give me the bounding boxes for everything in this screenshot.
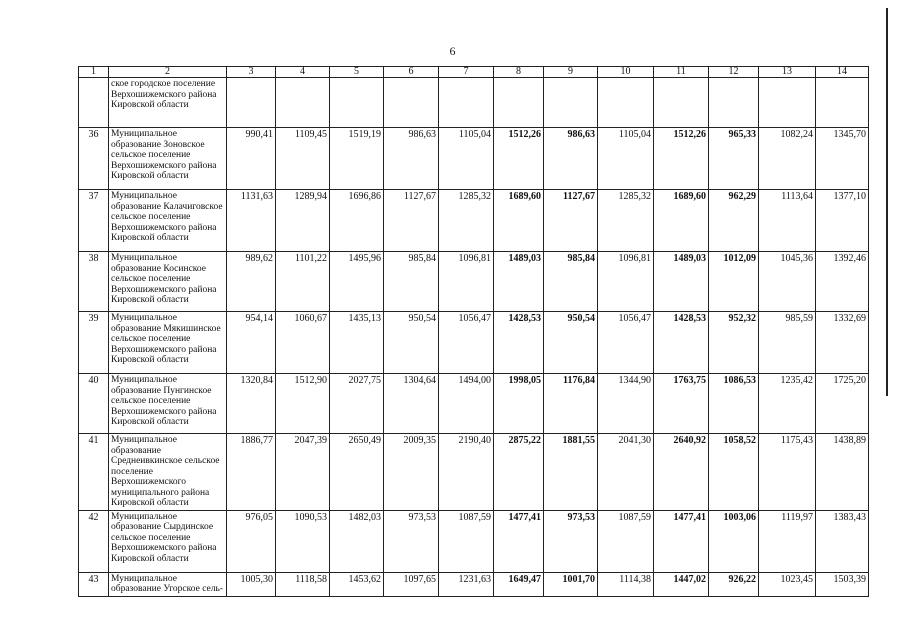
value-cell: 989,62 [227, 252, 276, 312]
header-cell: 1 [79, 67, 109, 78]
value-cell: 1503,39 [816, 572, 869, 596]
value-cell: 1289,94 [276, 190, 330, 252]
value-cell: 1003,06 [709, 510, 759, 572]
value-cell: 1105,04 [598, 128, 654, 190]
value-cell: 1118,58 [276, 572, 330, 596]
value-cell: 1696,86 [330, 190, 384, 252]
table-row [79, 252, 869, 312]
value-cell: 973,53 [544, 510, 598, 572]
row-number-cell: 36 [79, 128, 109, 190]
value-cell: 1090,53 [276, 510, 330, 572]
value-cell: 986,63 [544, 128, 598, 190]
value-cell: 1023,45 [759, 572, 816, 596]
value-cell: 926,22 [709, 572, 759, 596]
value-cell: 1512,26 [654, 128, 709, 190]
value-cell: 1447,02 [654, 572, 709, 596]
value-cell: 1045,36 [759, 252, 816, 312]
municipality-name-cell: ское городское поселение Верхошижемского района Кировской области [109, 78, 227, 128]
header-cell: 6 [384, 67, 439, 78]
value-cell: 990,41 [227, 128, 276, 190]
value-cell: 1005,30 [227, 572, 276, 596]
value-cell: 1495,96 [330, 252, 384, 312]
table-row [79, 128, 869, 190]
tariff-table [78, 66, 869, 597]
value-cell: 1725,20 [816, 374, 869, 434]
value-cell: 1998,05 [494, 374, 544, 434]
page-edge-line [886, 8, 888, 396]
header-cell: 8 [494, 67, 544, 78]
row-number-cell: 37 [79, 190, 109, 252]
table-row [79, 190, 869, 252]
value-cell [654, 78, 709, 128]
value-cell: 1332,69 [816, 312, 869, 374]
value-cell: 1512,90 [276, 374, 330, 434]
value-cell: 1176,84 [544, 374, 598, 434]
municipality-name-cell: Муниципальное образование Пунгинское сельское поселение Верхошижемского района Кировской области [109, 374, 227, 434]
continuation-row [79, 78, 869, 128]
value-cell: 1489,03 [654, 252, 709, 312]
value-cell: 2640,92 [654, 434, 709, 511]
value-cell: 1345,70 [816, 128, 869, 190]
value-cell: 1109,45 [276, 128, 330, 190]
value-cell: 1012,09 [709, 252, 759, 312]
table-row [79, 374, 869, 434]
value-cell: 986,63 [384, 128, 439, 190]
value-cell: 1383,43 [816, 510, 869, 572]
value-cell: 1056,47 [598, 312, 654, 374]
value-cell: 1231,63 [439, 572, 494, 596]
value-cell: 2190,40 [439, 434, 494, 511]
value-cell [384, 78, 439, 128]
header-cell: 12 [709, 67, 759, 78]
header-cell: 3 [227, 67, 276, 78]
municipality-name-cell: Муниципальное образование Калачиговское сельское поселение Верхошижемского района Кировской области [109, 190, 227, 252]
value-cell: 1377,10 [816, 190, 869, 252]
municipality-name-cell: Муниципальное образование Сырдинское сельское поселение Верхошижемского района Кировской области [109, 510, 227, 572]
row-number-cell [79, 78, 109, 128]
value-cell: 954,14 [227, 312, 276, 374]
value-cell [544, 78, 598, 128]
value-cell: 1119,97 [759, 510, 816, 572]
header-cell: 2 [109, 67, 227, 78]
header-row [79, 67, 869, 78]
value-cell: 1087,59 [598, 510, 654, 572]
value-cell: 985,84 [384, 252, 439, 312]
value-cell: 1127,67 [544, 190, 598, 252]
value-cell: 1101,22 [276, 252, 330, 312]
municipality-name-cell: Муниципальное образование Косинское сельское поселение Верхошижемского района Кировской области [109, 252, 227, 312]
value-cell: 1127,67 [384, 190, 439, 252]
row-number-cell: 42 [79, 510, 109, 572]
municipality-name-cell: Муниципальное образование Угорское сель- [109, 572, 227, 596]
value-cell: 1175,43 [759, 434, 816, 511]
value-cell: 1086,53 [709, 374, 759, 434]
value-cell: 1392,46 [816, 252, 869, 312]
value-cell: 1428,53 [494, 312, 544, 374]
value-cell [494, 78, 544, 128]
value-cell: 952,32 [709, 312, 759, 374]
value-cell: 2650,49 [330, 434, 384, 511]
value-cell: 1096,81 [439, 252, 494, 312]
value-cell: 1056,47 [439, 312, 494, 374]
value-cell [759, 78, 816, 128]
value-cell: 2009,35 [384, 434, 439, 511]
value-cell: 1304,64 [384, 374, 439, 434]
value-cell: 1285,32 [439, 190, 494, 252]
header-cell: 14 [816, 67, 869, 78]
municipality-name-cell: Муниципальное образование Зоновское сельское поселение Верхошижемского района Кировской области [109, 128, 227, 190]
header-cell: 5 [330, 67, 384, 78]
value-cell: 1060,67 [276, 312, 330, 374]
municipality-name-cell: Муниципальное образование Среднеивкинское сельское поселение Верхошижемского муниципального района Кировской области [109, 434, 227, 511]
value-cell: 1097,65 [384, 572, 439, 596]
value-cell [709, 78, 759, 128]
value-cell: 1105,04 [439, 128, 494, 190]
table-row [79, 572, 869, 596]
page-number: 6 [449, 44, 456, 58]
value-cell: 1763,75 [654, 374, 709, 434]
value-cell: 973,53 [384, 510, 439, 572]
table-row [79, 434, 869, 511]
table-row [79, 312, 869, 374]
value-cell: 950,54 [544, 312, 598, 374]
header-cell: 7 [439, 67, 494, 78]
value-cell: 1082,24 [759, 128, 816, 190]
value-cell: 950,54 [384, 312, 439, 374]
value-cell: 1482,03 [330, 510, 384, 572]
value-cell: 1649,47 [494, 572, 544, 596]
value-cell: 1435,13 [330, 312, 384, 374]
value-cell: 1881,55 [544, 434, 598, 511]
table-row [79, 510, 869, 572]
value-cell: 1320,84 [227, 374, 276, 434]
value-cell: 2041,30 [598, 434, 654, 511]
value-cell: 1689,60 [654, 190, 709, 252]
value-cell: 1512,26 [494, 128, 544, 190]
value-cell: 1489,03 [494, 252, 544, 312]
value-cell: 1058,52 [709, 434, 759, 511]
value-cell: 1428,53 [654, 312, 709, 374]
value-cell: 1477,41 [494, 510, 544, 572]
header-cell: 11 [654, 67, 709, 78]
value-cell: 1689,60 [494, 190, 544, 252]
header-cell: 10 [598, 67, 654, 78]
value-cell [330, 78, 384, 128]
value-cell: 1494,00 [439, 374, 494, 434]
value-cell [439, 78, 494, 128]
value-cell [598, 78, 654, 128]
row-number-cell: 39 [79, 312, 109, 374]
value-cell [227, 78, 276, 128]
value-cell: 1001,70 [544, 572, 598, 596]
value-cell: 965,33 [709, 128, 759, 190]
value-cell [816, 78, 869, 128]
municipality-name-cell: Муниципальное образование Мякишинское сельское поселение Верхошижемского района Кировской области [109, 312, 227, 374]
value-cell: 1477,41 [654, 510, 709, 572]
value-cell: 1131,63 [227, 190, 276, 252]
value-cell: 1453,62 [330, 572, 384, 596]
value-cell: 2047,39 [276, 434, 330, 511]
value-cell: 985,84 [544, 252, 598, 312]
value-cell: 962,29 [709, 190, 759, 252]
value-cell: 1886,77 [227, 434, 276, 511]
value-cell: 2027,75 [330, 374, 384, 434]
header-cell: 13 [759, 67, 816, 78]
value-cell [276, 78, 330, 128]
header-cell: 4 [276, 67, 330, 78]
value-cell: 2875,22 [494, 434, 544, 511]
header-cell: 9 [544, 67, 598, 78]
row-number-cell: 38 [79, 252, 109, 312]
value-cell: 1285,32 [598, 190, 654, 252]
row-number-cell: 40 [79, 374, 109, 434]
value-cell: 985,59 [759, 312, 816, 374]
value-cell: 1113,64 [759, 190, 816, 252]
value-cell: 1438,89 [816, 434, 869, 511]
value-cell: 1235,42 [759, 374, 816, 434]
value-cell: 1344,90 [598, 374, 654, 434]
value-cell: 1096,81 [598, 252, 654, 312]
value-cell: 1114,38 [598, 572, 654, 596]
value-cell: 1519,19 [330, 128, 384, 190]
value-cell: 976,05 [227, 510, 276, 572]
row-number-cell: 43 [79, 572, 109, 596]
row-number-cell: 41 [79, 434, 109, 511]
value-cell: 1087,59 [439, 510, 494, 572]
